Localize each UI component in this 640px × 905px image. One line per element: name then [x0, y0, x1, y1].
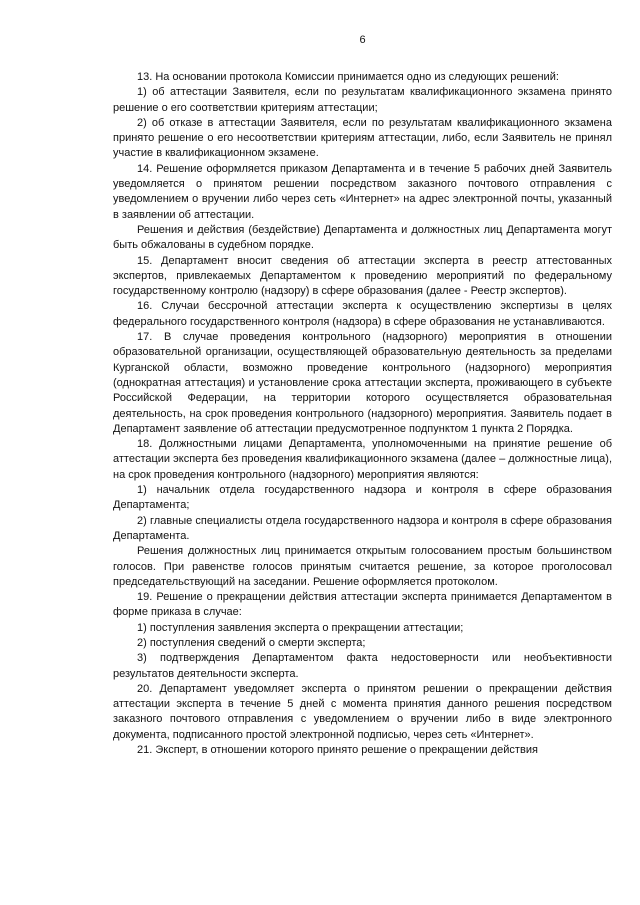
paragraph-13-item-2: 2) об отказе в аттестации Заявителя, если по результатам квалификационного экзамена принято решение о его несоответствии критериям аттестации, либо, если Заявитель не принял участие в квалификационном экзамене.	[113, 116, 612, 160]
paragraph-18-item-1: 1) начальник отдела государственного надзора и контроля в сфере образования Департамента;	[113, 484, 612, 512]
paragraph-17: 17. В случае проведения контрольного (надзорного) мероприятия в отношении образовательной организации, осуществляющей образовательную деятельность за пределами Курганской области, возможно проведение контрольного (надзорного) мероприятия (однократная аттестация) и установление срока аттестации эксперта, проживающего в субъекте Российской Федерации, на территории которого осуществляется образовательная деятельность, на срок проведения контрольного (надзорного) мероприятия. Заявитель подает в Департамент заявление об аттестации предусмотренное подпунктом 1 пункта 2 Порядка.	[113, 331, 612, 435]
paragraph-19: 19. Решение о прекращении действия аттестации эксперта принимается Департаментом в форме приказа в случае:	[113, 591, 612, 619]
paragraph-appeal: Решения и действия (бездействие) Департамента и должностных лиц Департамента могут быть обжалованы в судебном порядке.	[113, 223, 612, 252]
paragraph-19-item-3: 3) подтверждения Департаментом факта недостоверности или необъективности результатов деятельности эксперта.	[113, 652, 612, 680]
paragraph-18: 18. Должностными лицами Департамента, уполномоченными на принятие решение об аттестации эксперта без проведения квалификационного экзамена (далее – должностные лица), на срок проведения контрольного (надзорного) мероприятия являются:	[113, 438, 612, 481]
paragraph-20: 20. Департамент уведомляет эксперта о принятом решении о прекращении действия аттестации эксперта в течение 5 дней с момента принятия данного решения посредством заказного почтового отправления с уведомлением о вручении либо в виде электронного документа, подписанного простой электронной подписью, через сеть «Интернет».	[113, 682, 612, 741]
paragraph-18-item-2: 2) главные специалисты отдела государственного надзора и контроля в сфере образования Департамента.	[113, 514, 612, 542]
paragraph-15: 15. Департамент вносит сведения об аттестации эксперта в реестр аттестованных экспертов, привлекаемых Департаментом к проведению мероприятий по федеральному государственному контролю (надзору) в сфере образования (далее - Реестр экспертов).	[113, 254, 612, 298]
paragraph-16: 16. Случаи бессрочной аттестации эксперта к осуществлению экспертизы в целях федерального государственного контроля (надзора) в сфере образования не устанавливаются.	[113, 300, 612, 328]
paragraph-21: 21. Эксперт, в отношении которого принято решение о прекращении действия	[137, 744, 538, 757]
paragraph-14: 14. Решение оформляется приказом Департамента и в течение 5 рабочих дней Заявитель уведомляется о принятом решении посредством заказного почтового отправления с уведомлением о вручении либо через сеть «Интернет» на адрес электронной почты, указанный в заявлении об аттестации.	[113, 162, 612, 221]
paragraph-13-item-1: 1) об аттестации Заявителя, если по результатам квалификационного экзамена принято решение о его соответствии критериям аттестации;	[113, 86, 612, 114]
paragraph-13: 13. На основании протокола Комиссии принимается одно из следующих решений:	[137, 71, 559, 83]
page-number: 6	[359, 34, 366, 46]
paragraph-19-item-2: 2) поступления сведений о смерти эксперта;	[137, 636, 366, 649]
paragraph-19-item-1: 1) поступления заявления эксперта о прекращении аттестации;	[137, 621, 464, 634]
paragraph-voting: Решения должностных лиц принимается открытым голосованием простым большинством голосов. При равенстве голосов принятым считается решение, за которое проголосовал председательствующий на заседании. Решение оформляется протоколом.	[113, 545, 612, 588]
